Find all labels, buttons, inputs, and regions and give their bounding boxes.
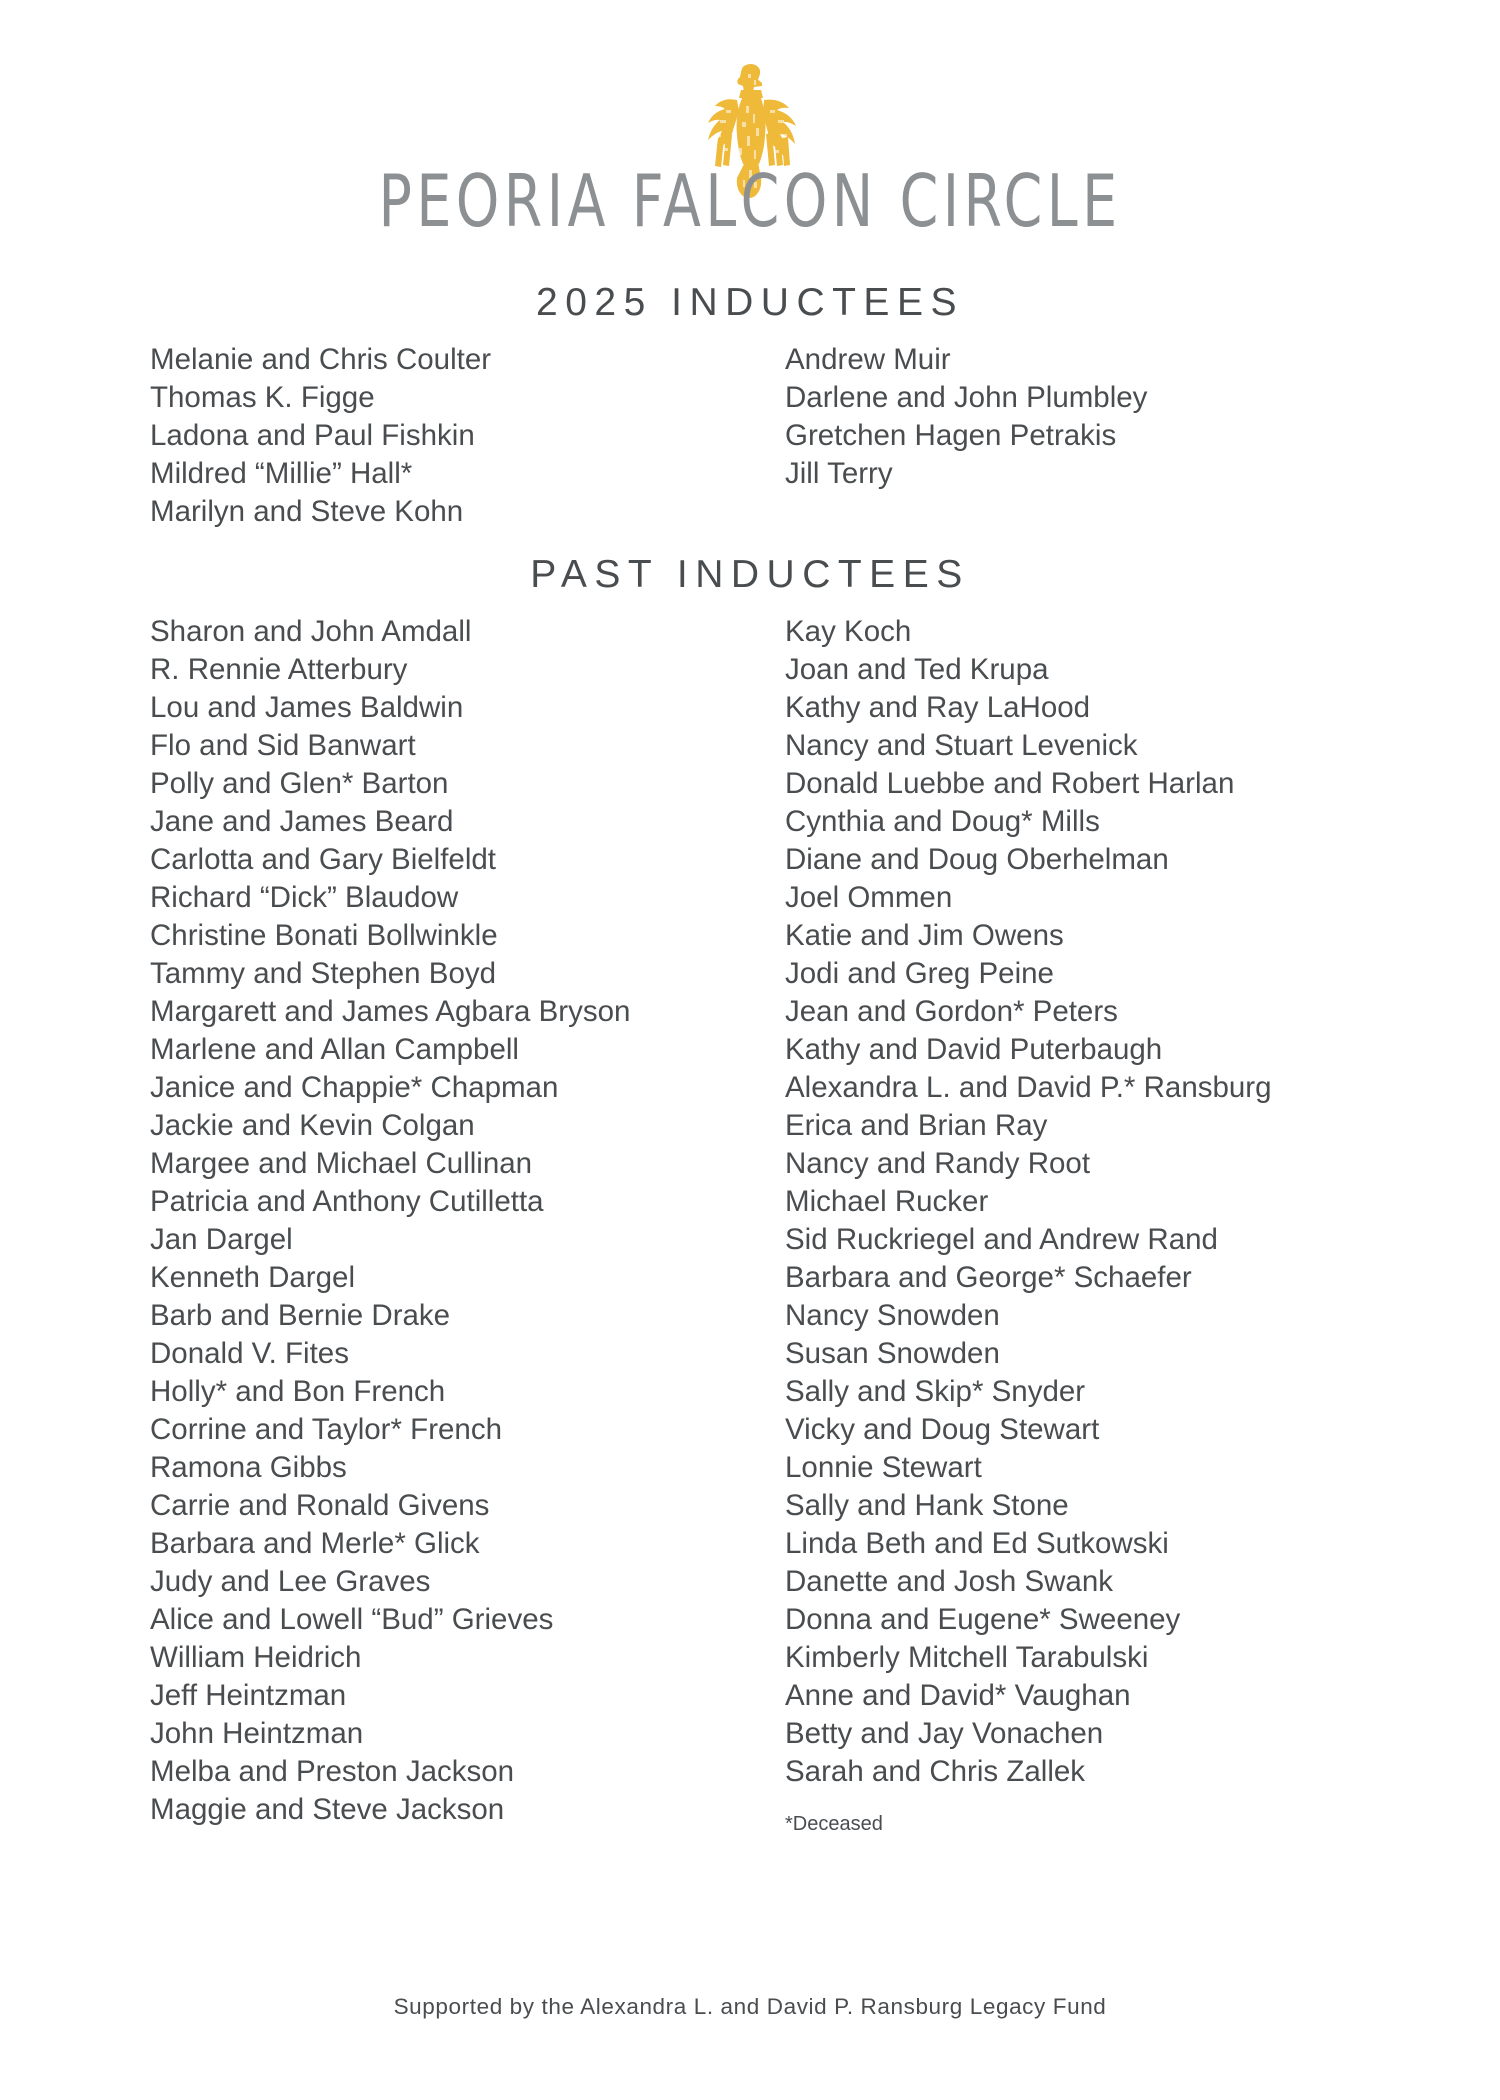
list-item: Erica and Brian Ray: [785, 1109, 1048, 1142]
list-item: William Heidrich: [150, 1641, 362, 1674]
list-item: Sally and Hank Stone: [785, 1489, 1069, 1522]
list-item: Cynthia and Doug* Mills: [785, 805, 1100, 838]
list-item: Nancy and Randy Root: [785, 1147, 1091, 1180]
list-item: Barbara and George* Schaefer: [785, 1261, 1192, 1294]
list-item: Patricia and Anthony Cutilletta: [150, 1185, 544, 1218]
list-item: Donna and Eugene* Sweeney: [785, 1603, 1181, 1636]
list-item: Tammy and Stephen Boyd: [150, 957, 497, 990]
list-item: Kenneth Dargel: [150, 1261, 356, 1294]
list-item: Margee and Michael Cullinan: [150, 1147, 533, 1180]
list-item: Holly* and Bon French: [150, 1375, 446, 1408]
list-item: Susan Snowden: [785, 1337, 1000, 1370]
list-item: Jane and James Beard: [150, 805, 454, 838]
list-item: Corrine and Taylor* French: [150, 1413, 502, 1446]
list-item: Jill Terry: [785, 457, 893, 490]
list-item: Lonnie Stewart: [785, 1451, 982, 1484]
inductees-2025-right-column: [785, 341, 1420, 531]
list-item: Diane and Doug Oberhelman: [785, 843, 1169, 876]
list-item: Jodi and Greg Peine: [785, 957, 1054, 990]
list-item: Joan and Ted Krupa: [785, 653, 1049, 686]
list-item: Lou and James Baldwin: [150, 691, 464, 724]
list-item: John Heintzman: [150, 1717, 364, 1750]
list-item: Margarett and James Agbara Bryson: [150, 995, 631, 1028]
list-item: Barbara and Merle* Glick: [150, 1527, 480, 1560]
inductees-past-right-column: [785, 613, 1420, 1839]
list-item: Nancy and Stuart Levenick: [785, 729, 1138, 762]
list-item: Danette and Josh Swank: [785, 1565, 1113, 1598]
list-item: Sally and Skip* Snyder: [785, 1375, 1086, 1408]
list-item: Polly and Glen* Barton: [150, 767, 449, 800]
list-item: Jan Dargel: [150, 1223, 293, 1256]
inductees-past-columns: [0, 613, 1500, 1839]
list-item: Kimberly Mitchell Tarabulski: [785, 1641, 1149, 1674]
list-item: Joel Ommen: [785, 881, 953, 914]
list-item: Mildred “Millie” Hall*: [150, 457, 413, 490]
list-item: Vicky and Doug Stewart: [785, 1413, 1100, 1446]
list-item: Maggie and Steve Jackson: [150, 1793, 505, 1826]
list-item: Jackie and Kevin Colgan: [150, 1109, 475, 1142]
deceased-footnote: *Deceased: [785, 1813, 883, 1835]
list-item: Jean and Gordon* Peters: [785, 995, 1118, 1028]
list-item: Nancy Snowden: [785, 1299, 1000, 1332]
list-item: Ladona and Paul Fishkin: [150, 419, 475, 452]
list-item: Gretchen Hagen Petrakis: [785, 419, 1117, 452]
list-item: Anne and David* Vaughan: [785, 1679, 1131, 1712]
list-item: Melba and Preston Jackson: [150, 1755, 515, 1788]
list-item: Judy and Lee Graves: [150, 1565, 431, 1598]
list-item: Andrew Muir: [785, 343, 951, 376]
list-item: Barb and Bernie Drake: [150, 1299, 451, 1332]
list-item: Sarah and Chris Zallek: [785, 1755, 1086, 1788]
list-item: Marlene and Allan Campbell: [150, 1033, 519, 1066]
list-item: Darlene and John Plumbley: [785, 381, 1148, 414]
list-item: Richard “Dick” Blaudow: [150, 881, 459, 914]
list-item: Alice and Lowell “Bud” Grieves: [150, 1603, 554, 1636]
list-item: Flo and Sid Banwart: [150, 729, 416, 762]
section-heading-past: PAST INDUCTEES: [530, 553, 970, 596]
list-item: Jeff Heintzman: [150, 1679, 347, 1712]
organization-title: PEORIA FALCON CIRCLE: [378, 160, 1122, 244]
list-item: Sid Ruckriegel and Andrew Rand: [785, 1223, 1218, 1256]
list-item: R. Rennie Atterbury: [150, 653, 408, 686]
list-item: Melanie and Chris Coulter: [150, 343, 492, 376]
list-item: Christine Bonati Bollwinkle: [150, 919, 498, 952]
list-item: Donald V. Fites: [150, 1337, 349, 1370]
inductees-2025-left-column: [150, 341, 785, 531]
list-item: Michael Rucker: [785, 1185, 989, 1218]
logo-container: [0, 0, 1500, 150]
list-item: Janice and Chappie* Chapman: [150, 1071, 559, 1104]
section-heading-2025: 2025 INDUCTEES: [536, 281, 964, 324]
list-item: Kathy and Ray LaHood: [785, 691, 1091, 724]
list-item: Linda Beth and Ed Sutkowski: [785, 1527, 1169, 1560]
list-item: Carlotta and Gary Bielfeldt: [150, 843, 496, 876]
list-item: Marilyn and Steve Kohn: [150, 495, 464, 528]
list-item: Sharon and John Amdall: [150, 615, 472, 648]
list-item: Thomas K. Figge: [150, 381, 375, 414]
list-item: Ramona Gibbs: [150, 1451, 347, 1484]
list-item: Kay Koch: [785, 615, 912, 648]
list-item: Alexandra L. and David P.* Ransburg: [785, 1071, 1272, 1104]
list-item: Carrie and Ronald Givens: [150, 1489, 490, 1522]
inductees-past-left-column: [150, 613, 785, 1839]
list-item: Betty and Jay Vonachen: [785, 1717, 1104, 1750]
inductees-2025-columns: [0, 341, 1500, 531]
footer-support-text: Supported by the Alexandra L. and David P. Ransburg Legacy Fund: [393, 1994, 1107, 2019]
list-item: Kathy and David Puterbaugh: [785, 1033, 1163, 1066]
list-item: Donald Luebbe and Robert Harlan: [785, 767, 1235, 800]
list-item: Katie and Jim Owens: [785, 919, 1064, 952]
